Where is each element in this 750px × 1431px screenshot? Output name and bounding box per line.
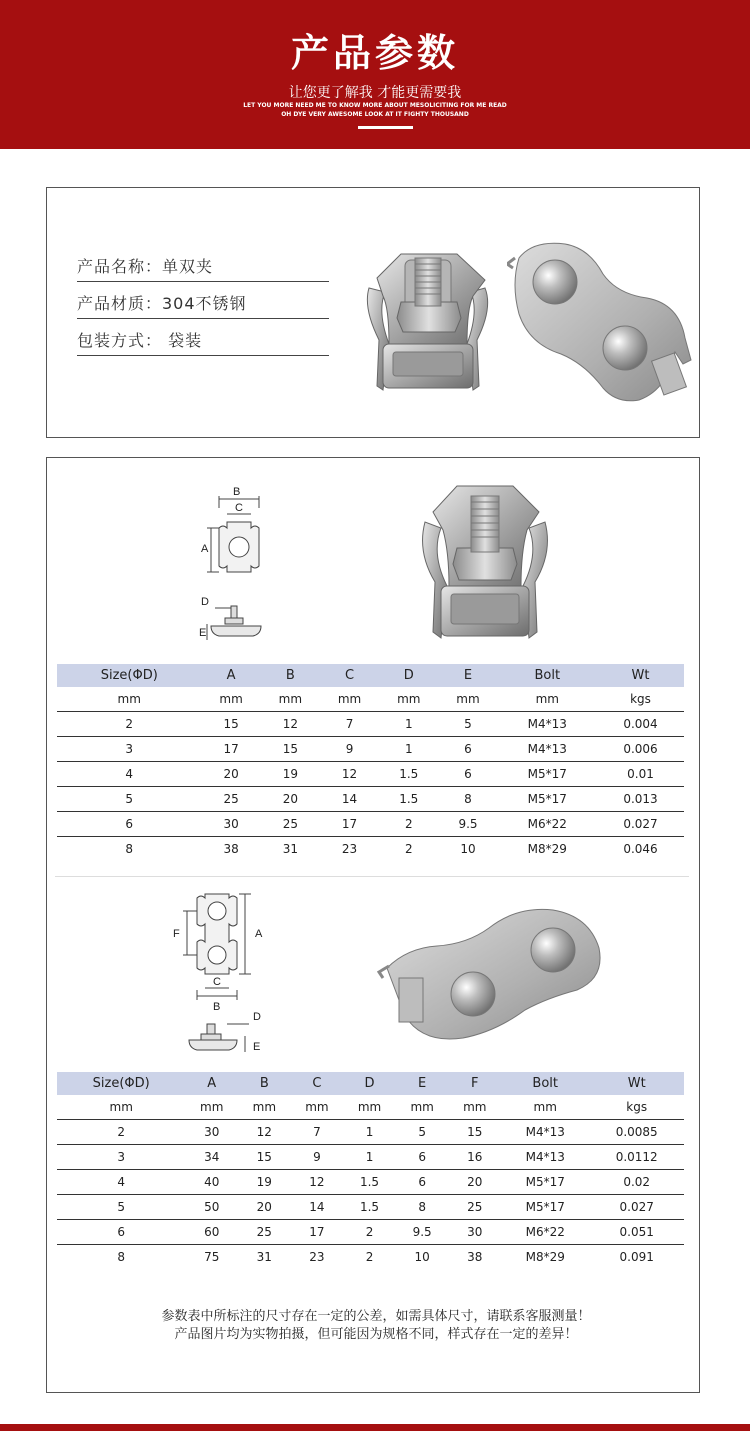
- table-cell: 15: [238, 1145, 291, 1170]
- table-row: [57, 1245, 684, 1270]
- tolerance-note: 参数表中所标注的尺寸存在一定的公差，如需具体尺寸，请联系客服测量！: [161, 1309, 591, 1324]
- table-cell: 9: [320, 737, 379, 762]
- unit-cell: mm: [379, 687, 438, 712]
- table-cell: 30: [448, 1220, 501, 1245]
- column-header: D: [343, 1072, 396, 1095]
- table-cell: 0.004: [597, 712, 684, 737]
- table-cell: 1.5: [343, 1195, 396, 1220]
- single-clamp-table: [57, 664, 684, 861]
- table-cell: 75: [204, 1250, 220, 1264]
- unit-cell: mm: [501, 1095, 589, 1120]
- unit-cell: mm: [396, 1095, 449, 1120]
- column-header: F: [448, 1072, 501, 1095]
- table-cell: 5: [438, 712, 497, 737]
- table-cell: 7: [291, 1120, 344, 1145]
- dim-label-e: E: [253, 1041, 261, 1053]
- table-cell: 12: [320, 762, 379, 787]
- column-header: A: [202, 664, 261, 687]
- section-divider: [55, 876, 689, 877]
- unit-cell: mm: [438, 687, 497, 712]
- table-row: [57, 712, 684, 737]
- english-tagline: [240, 101, 510, 119]
- double-clamp-photo-large: [377, 898, 617, 1048]
- table-header-row: [57, 1072, 684, 1095]
- units-row: [57, 1095, 684, 1120]
- table-cell: 25: [448, 1195, 501, 1220]
- column-header: Size(ΦD): [57, 664, 202, 687]
- dim-label-d: D: [201, 596, 209, 608]
- table-cell: 0.046: [623, 842, 658, 856]
- table-row: [57, 762, 684, 787]
- product-material: 产品材质：304不锈钢: [77, 292, 329, 319]
- table-cell: 0.006: [597, 737, 684, 762]
- table-cell: 4: [57, 1170, 185, 1195]
- product-name: 产品名称：单双夹: [77, 255, 329, 282]
- product-info-panel: [46, 187, 700, 438]
- unit-cell: mm: [320, 687, 379, 712]
- table-cell: 31: [282, 842, 298, 856]
- column-header: Wt: [589, 1072, 684, 1095]
- table-cell: 0.01: [597, 762, 684, 787]
- table-cell: 9.5: [396, 1220, 449, 1245]
- table-cell: 2: [57, 712, 202, 737]
- table-cell: 60: [185, 1220, 238, 1245]
- dim-label-c: C: [235, 502, 243, 514]
- table-cell: 10: [414, 1250, 430, 1264]
- single-clamp-photo-large: [415, 482, 555, 648]
- specification-panel: [46, 457, 700, 1393]
- unit-cell: mm: [202, 687, 261, 712]
- table-cell: 17: [291, 1220, 344, 1245]
- table-cell: 15: [261, 737, 320, 762]
- table-cell: M6*22: [501, 1220, 589, 1245]
- table-cell: 5: [57, 787, 202, 812]
- double-clamp-drawing: [167, 886, 297, 1056]
- dim-label-a: A: [255, 928, 263, 940]
- table-cell: 0.02: [589, 1170, 684, 1195]
- table-cell: 1: [343, 1120, 396, 1145]
- table-cell: 1: [343, 1145, 396, 1170]
- page-header: [0, 0, 750, 149]
- table-cell: 2: [379, 812, 438, 837]
- table-cell: 2: [404, 842, 413, 856]
- table-cell: 50: [185, 1195, 238, 1220]
- column-header: Bolt: [498, 664, 597, 687]
- column-header: B: [261, 664, 320, 687]
- dim-label-a: A: [201, 543, 209, 555]
- unit-cell: mm: [57, 687, 202, 712]
- table-cell: 9.5: [438, 812, 497, 837]
- table-cell: 17: [320, 812, 379, 837]
- unit-cell: mm: [57, 1095, 185, 1120]
- table-cell: 5: [396, 1120, 449, 1145]
- table-cell: M4*13: [501, 1120, 589, 1145]
- table-row: [57, 1195, 684, 1220]
- column-header: E: [396, 1072, 449, 1095]
- table-cell: 20: [202, 762, 261, 787]
- table-cell: 19: [238, 1170, 291, 1195]
- table-cell: 6: [438, 737, 497, 762]
- footer-bar: [0, 1424, 750, 1431]
- dim-label-e: E: [199, 627, 207, 639]
- table-cell: 4: [57, 762, 202, 787]
- table-cell: 0.027: [597, 812, 684, 837]
- table-header-row: [57, 664, 684, 687]
- table-cell: 1: [379, 712, 438, 737]
- table-cell: 3: [57, 1145, 185, 1170]
- table-cell: 0.013: [597, 787, 684, 812]
- table-cell: M8*29: [527, 842, 567, 856]
- table-cell: 0.0112: [589, 1145, 684, 1170]
- table-cell: 20: [261, 787, 320, 812]
- table-row: [57, 812, 684, 837]
- table-row: [57, 1220, 684, 1245]
- column-header: Bolt: [501, 1072, 589, 1095]
- table-row: [57, 1145, 684, 1170]
- table-cell: 1.5: [379, 762, 438, 787]
- table-cell: 15: [202, 712, 261, 737]
- unit-cell: kgs: [597, 687, 684, 712]
- column-header: B: [238, 1072, 291, 1095]
- table-cell: 3: [57, 737, 202, 762]
- product-packaging: 包装方式： 袋装: [77, 329, 329, 356]
- table-cell: 23: [341, 842, 358, 856]
- dim-label-b: B: [233, 486, 241, 498]
- page-title: 产品参数: [290, 31, 459, 75]
- units-row: [57, 687, 684, 712]
- unit-cell: mm: [185, 1095, 238, 1120]
- table-cell: 30: [202, 812, 261, 837]
- unit-cell: mm: [238, 1095, 291, 1120]
- table-cell: 8: [438, 787, 497, 812]
- double-clamp-photo: [507, 234, 697, 414]
- column-header: C: [291, 1072, 344, 1095]
- table-cell: 1: [379, 737, 438, 762]
- table-cell: 8: [117, 1250, 126, 1264]
- single-clamp-photo: [357, 248, 507, 398]
- table-cell: 14: [291, 1195, 344, 1220]
- unit-cell: mm: [448, 1095, 501, 1120]
- table-cell: 31: [256, 1250, 272, 1264]
- table-cell: 9: [291, 1145, 344, 1170]
- table-cell: 25: [238, 1220, 291, 1245]
- table-cell: M6*22: [498, 812, 597, 837]
- english-tagline-line2: OH DYE VERY AWESOME LOOK AT IT FIGHTY THOUSAND: [281, 111, 469, 118]
- page-subtitle: 让您更了解我 才能更需要我: [288, 85, 462, 101]
- table-cell: 5: [57, 1195, 185, 1220]
- table-cell: M5*17: [501, 1170, 589, 1195]
- unit-cell: mm: [343, 1095, 396, 1120]
- table-cell: 2: [365, 1250, 374, 1264]
- table-cell: M5*17: [498, 762, 597, 787]
- dim-label-b: B: [213, 1001, 221, 1013]
- table-cell: M8*29: [525, 1250, 565, 1264]
- unit-cell: kgs: [589, 1095, 684, 1120]
- table-cell: 6: [57, 812, 202, 837]
- table-row: [57, 1170, 684, 1195]
- table-cell: 20: [238, 1195, 291, 1220]
- table-cell: 14: [320, 787, 379, 812]
- column-header: E: [438, 664, 497, 687]
- table-cell: 6: [396, 1170, 449, 1195]
- table-cell: 2: [343, 1220, 396, 1245]
- table-cell: 0.091: [619, 1250, 654, 1264]
- table-cell: 6: [438, 762, 497, 787]
- column-header: Wt: [597, 664, 684, 687]
- photo-note: 产品图片均为实物拍摄，但可能因为规格不同，样式存在一定的差异！: [174, 1327, 578, 1342]
- table-cell: M5*17: [501, 1195, 589, 1220]
- table-row: [57, 1120, 684, 1145]
- table-cell: 25: [261, 812, 320, 837]
- table-cell: 7: [320, 712, 379, 737]
- table-cell: 10: [460, 842, 476, 856]
- table-cell: 30: [185, 1120, 238, 1145]
- table-cell: 8: [396, 1195, 449, 1220]
- table-cell: 34: [185, 1145, 238, 1170]
- unit-cell: mm: [261, 687, 320, 712]
- unit-cell: mm: [291, 1095, 344, 1120]
- table-cell: 40: [185, 1170, 238, 1195]
- table-cell: 8: [125, 842, 134, 856]
- table-cell: M4*13: [498, 712, 597, 737]
- table-cell: 1.5: [343, 1170, 396, 1195]
- table-cell: 17: [202, 737, 261, 762]
- table-row: [57, 837, 684, 862]
- table-cell: 25: [202, 787, 261, 812]
- title-underline: [358, 126, 413, 129]
- column-header: D: [379, 664, 438, 687]
- table-cell: 20: [448, 1170, 501, 1195]
- column-header: A: [185, 1072, 238, 1095]
- column-header: Size(ΦD): [57, 1072, 185, 1095]
- table-cell: 12: [261, 712, 320, 737]
- table-cell: 0.051: [589, 1220, 684, 1245]
- table-cell: 12: [238, 1120, 291, 1145]
- table-cell: 23: [309, 1250, 325, 1264]
- table-cell: 6: [57, 1220, 185, 1245]
- table-cell: M4*13: [498, 737, 597, 762]
- table-cell: 15: [448, 1120, 501, 1145]
- column-header: C: [320, 664, 379, 687]
- table-cell: 0.0085: [589, 1120, 684, 1145]
- table-cell: 16: [448, 1145, 501, 1170]
- table-cell: 19: [261, 762, 320, 787]
- dim-label-d: D: [253, 1011, 261, 1023]
- table-cell: 12: [291, 1170, 344, 1195]
- table-cell: 38: [223, 842, 239, 856]
- table-cell: M5*17: [498, 787, 597, 812]
- table-cell: 6: [396, 1145, 449, 1170]
- table-cell: 2: [57, 1120, 185, 1145]
- unit-cell: mm: [498, 687, 597, 712]
- table-row: [57, 737, 684, 762]
- double-clamp-table: [57, 1072, 684, 1269]
- english-tagline-line1: LET YOU MORE NEED ME TO KNOW MORE ABOUT MESOLICITING FOR ME READ: [243, 102, 507, 109]
- table-cell: M4*13: [501, 1145, 589, 1170]
- table-row: [57, 787, 684, 812]
- single-clamp-drawing: [197, 484, 327, 650]
- dim-label-f: F: [173, 928, 180, 940]
- table-cell: 0.027: [589, 1195, 684, 1220]
- table-cell: 38: [467, 1250, 483, 1264]
- table-cell: 1.5: [379, 787, 438, 812]
- dim-label-c: C: [213, 976, 221, 988]
